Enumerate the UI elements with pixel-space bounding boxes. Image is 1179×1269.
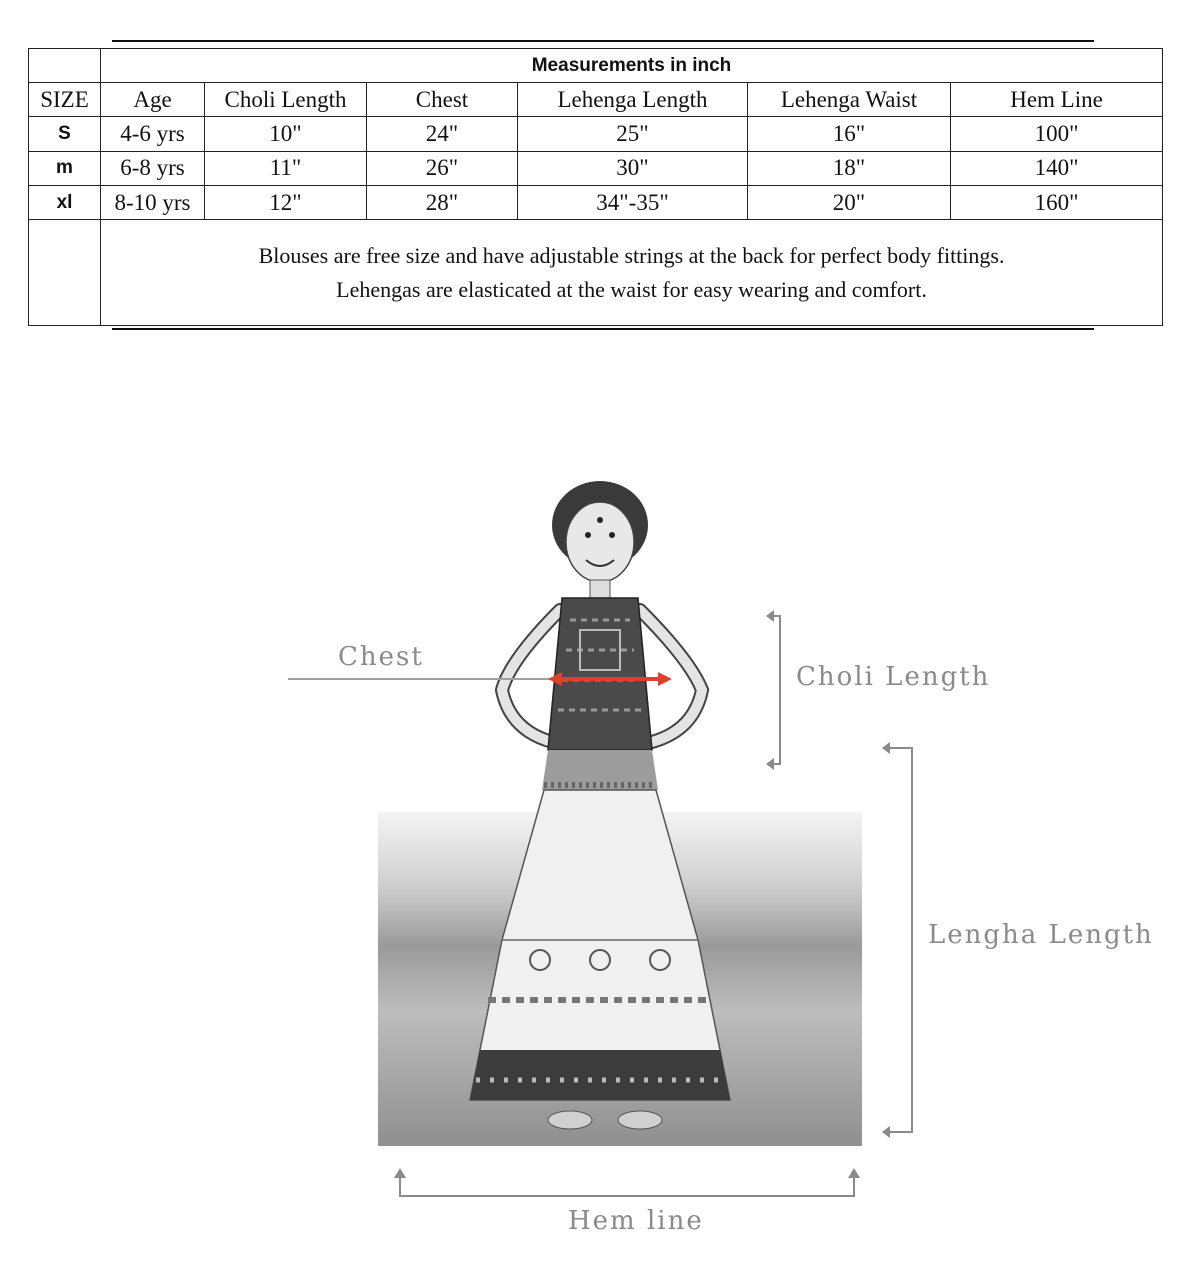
chart-bottom-rule xyxy=(112,328,1094,330)
choli-length-cell: 12" xyxy=(205,185,367,219)
hem-line-cell: 140" xyxy=(951,151,1163,185)
chart-top-rule xyxy=(112,40,1094,42)
lehenga-waist-cell: 16" xyxy=(748,117,951,151)
size-cell: S xyxy=(29,117,101,151)
hem-line-cell: 160" xyxy=(951,185,1163,219)
table-note-row xyxy=(29,220,1163,326)
note-line-blouses: Blouses are free size and have adjustable strings at the back for perfect body fittings. xyxy=(258,242,1005,268)
header-lehenga-length: Lehenga Length xyxy=(518,83,748,117)
fit-note xyxy=(101,220,1163,326)
note-line-lehengas: Lehengas are elasticated at the waist for easy wearing and comfort. xyxy=(336,276,927,302)
lengha-length-bracket xyxy=(884,748,912,1132)
lehenga-length-cell: 34"-35" xyxy=(518,185,748,219)
lehenga-waist-cell: 20" xyxy=(748,185,951,219)
header-lehenga-waist: Lehenga Waist xyxy=(748,83,951,117)
table-row xyxy=(29,117,1163,151)
hem-line-cell: 100" xyxy=(951,117,1163,151)
chest-arrow-right-head xyxy=(658,672,672,686)
hem-line-label: Hem line xyxy=(568,1206,704,1236)
chest-cell: 28" xyxy=(367,185,518,219)
header-chest: Chest xyxy=(367,83,518,117)
chest-cell: 24" xyxy=(367,117,518,151)
lengha-length-label: Lengha Length xyxy=(928,920,1154,950)
size-cell: xl xyxy=(29,185,101,219)
hem-line-bracket xyxy=(400,1172,854,1196)
measurement-illustration xyxy=(0,340,1179,1269)
table-title: Measurements in inch xyxy=(101,49,1163,83)
empty-corner-cell xyxy=(29,49,101,83)
lehenga-length-cell: 25" xyxy=(518,117,748,151)
header-age: Age xyxy=(101,83,205,117)
table-row xyxy=(29,151,1163,185)
empty-note-cell xyxy=(29,220,101,326)
choli-length-cell: 11" xyxy=(205,151,367,185)
chest-cell: 26" xyxy=(367,151,518,185)
choli-length-label: Choli Length xyxy=(796,662,991,692)
lehenga-waist-cell: 18" xyxy=(748,151,951,185)
size-table xyxy=(28,48,1163,326)
table-title-row xyxy=(29,49,1163,83)
measurement-guides xyxy=(0,340,1179,1269)
size-cell: m xyxy=(29,151,101,185)
header-choli-length: Choli Length xyxy=(205,83,367,117)
header-size: SIZE xyxy=(29,83,101,117)
header-hem-line: Hem Line xyxy=(951,83,1163,117)
age-cell: 4-6 yrs xyxy=(101,117,205,151)
chest-label: Chest xyxy=(338,642,424,672)
chest-arrow-left-head xyxy=(548,672,562,686)
lehenga-length-cell: 30" xyxy=(518,151,748,185)
table-row xyxy=(29,185,1163,219)
choli-length-bracket xyxy=(768,616,780,764)
age-cell: 6-8 yrs xyxy=(101,151,205,185)
choli-length-cell: 10" xyxy=(205,117,367,151)
age-cell: 8-10 yrs xyxy=(101,185,205,219)
table-header-row xyxy=(29,83,1163,117)
